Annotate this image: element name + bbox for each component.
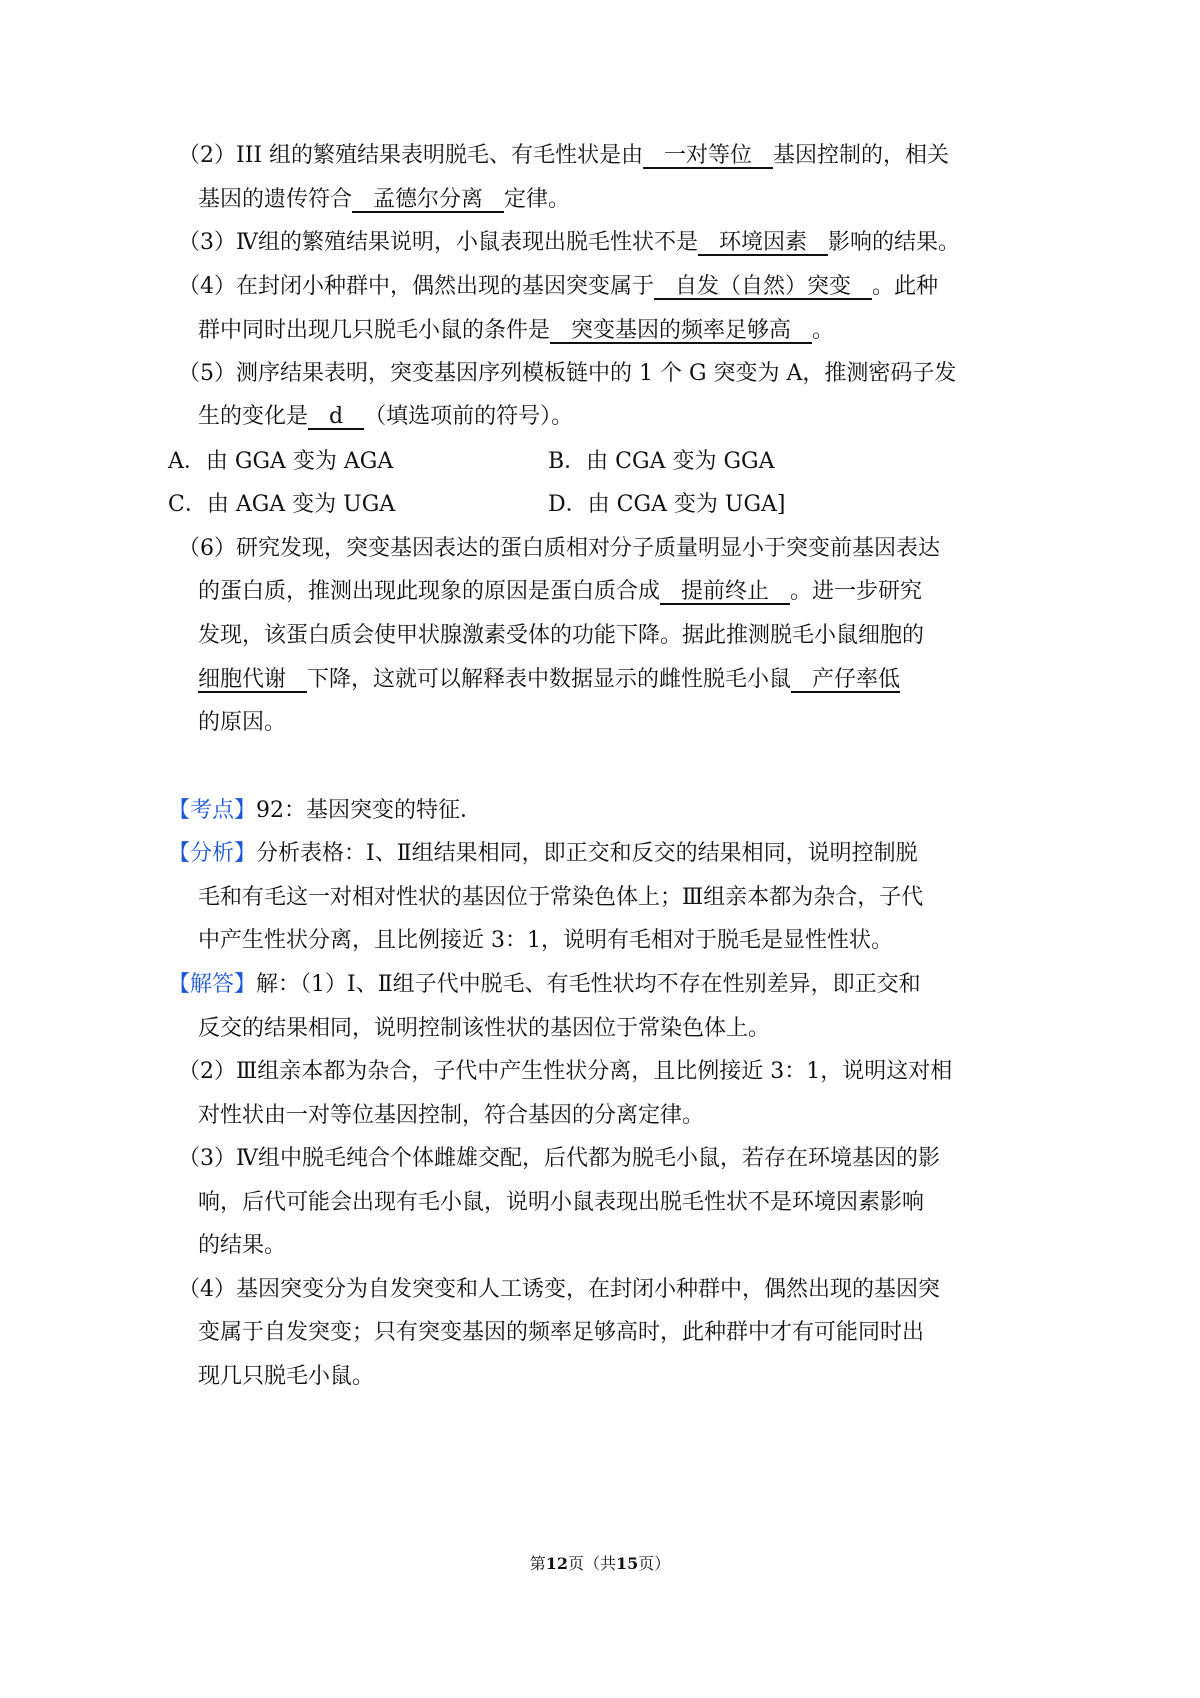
- answer-blank: 产仔率低: [791, 667, 900, 692]
- q6-line-5: 的原因。: [198, 710, 287, 735]
- fenxi-line-2: 毛和有毛这一对相对性状的基因位于常染色体上；Ⅲ组亲本都为杂合，子代: [198, 885, 924, 910]
- text: 基因的遗传符合: [198, 187, 353, 212]
- text: 影响的结果。: [827, 230, 960, 255]
- kaodian-line: [168, 795, 482, 827]
- text: 92：基因突变的特征．: [256, 798, 483, 823]
- fenxi-line-3: 中产生性状分离，且比例接近 3：1，说明有毛相对于脱毛是显性性状。: [198, 928, 893, 953]
- jieda-p4-line-3: 现几只脱毛小鼠。: [198, 1364, 375, 1389]
- jieda-p3-line-3: 的结果。: [198, 1233, 287, 1258]
- text: 基因控制的，相关: [773, 143, 950, 168]
- answer-blank: 提前终止: [660, 579, 790, 604]
- answer-blank: 自发（自然）突变: [654, 274, 872, 299]
- text: 生的变化是: [198, 404, 309, 429]
- text: （4）在封闭小种群中，偶然出现的基因突变属于: [178, 274, 654, 299]
- text: （2）III 组的繁殖结果表明脱毛、有毛性状是由: [178, 143, 644, 168]
- text: 解：（1）Ⅰ、Ⅱ组子代中脱毛、有毛性状均不存在性别差异，即正交和: [256, 972, 921, 997]
- jieda-p4-line-1: （4）基因突变分为自发突变和人工诱变，在封闭小种群中，偶然出现的基因突: [178, 1277, 940, 1302]
- text: 。: [811, 318, 834, 343]
- text: 页）: [638, 1554, 671, 1573]
- jieda-line-2: 反交的结果相同，说明控制该性状的基因位于常染色体上。: [198, 1016, 771, 1041]
- jieda-tag: 【解答】: [168, 972, 257, 997]
- text: 群中同时出现几只脱毛小鼠的条件是: [198, 318, 551, 343]
- jieda-p2-line-1: （2）Ⅲ组亲本都为杂合，子代中产生性状分离，且比例接近 3：1，说明这对相: [178, 1059, 953, 1084]
- jieda-line-1: [168, 969, 921, 1001]
- answer-blank: 细胞代谢: [198, 667, 307, 692]
- q6-line-4: [198, 664, 900, 696]
- page-footer: [0, 1552, 1200, 1576]
- text: 。进一步研究: [789, 579, 922, 604]
- kaodian-tag: 【考点】: [168, 798, 257, 823]
- text: 的蛋白质，推测出现此现象的原因是蛋白质合成: [198, 579, 661, 604]
- q6-line-3: 发现，该蛋白质会使甲状腺激素受体的功能下降。据此推测脱毛小鼠细胞的: [198, 623, 925, 648]
- q5-line-2: [198, 401, 573, 433]
- option-b: B．由 CGA 变为 GGA: [548, 449, 775, 474]
- q6-line-1: （6）研究发现，突变基因表达的蛋白质相对分子质量明显小于突变前基因表达: [178, 536, 940, 561]
- text: 第: [529, 1554, 546, 1573]
- jieda-p2-line-2: 对性状由一对等位基因控制，符合基因的分离定律。: [198, 1103, 705, 1128]
- text: 页（共: [567, 1554, 616, 1573]
- q2-line-1: [178, 140, 949, 172]
- answer-blank: 一对等位: [643, 143, 774, 168]
- option-d: D．由 CGA 变为 UGA]: [548, 492, 786, 517]
- answer-blank: 突变基因的频率足够高: [550, 318, 812, 343]
- fenxi-line-1: [168, 838, 918, 870]
- text: （填选项前的符号）。: [364, 404, 574, 429]
- text: 下降，这就可以解释表中数据显示的雌性脱毛小鼠: [306, 667, 791, 692]
- page-number: 12: [545, 1554, 568, 1573]
- answer-blank: d: [308, 404, 365, 429]
- text: 。此种: [871, 274, 938, 299]
- jieda-p4-line-2: 变属于自发突变；只有突变基因的频率足够高时，此种群中才有可能同时出: [198, 1320, 925, 1345]
- text: 分析表格：Ⅰ、Ⅱ组结果相同，即正交和反交的结果相同，说明控制脱: [256, 841, 918, 866]
- answer-blank: 环境因素: [697, 230, 828, 255]
- jieda-p3-line-1: （3）Ⅳ组中脱毛纯合个体雌雄交配，后代都为脱毛小鼠，若存在环境基因的影: [178, 1146, 940, 1171]
- text: （3）Ⅳ组的繁殖结果说明，小鼠表现出脱毛性状不是: [178, 230, 698, 255]
- answer-blank: 孟德尔分离: [352, 187, 504, 212]
- q4-line-2: [198, 315, 834, 347]
- jieda-p3-line-2: 响，后代可能会出现有毛小鼠，说明小鼠表现出脱毛性状不是环境因素影响: [198, 1190, 925, 1215]
- page-total: 15: [616, 1554, 639, 1573]
- q4-line-1: [178, 271, 938, 303]
- text: 定律。: [503, 187, 570, 212]
- q2-line-2: [198, 184, 570, 216]
- q6-line-2: [198, 576, 922, 608]
- option-c: C．由 AGA 变为 UGA: [168, 492, 396, 517]
- q3-line: [178, 227, 960, 259]
- option-a: A．由 GGA 变为 AGA: [168, 449, 394, 474]
- q5-line-1: （5）测序结果表明，突变基因序列模板链中的 1 个 G 突变为 A，推测密码子发: [178, 361, 957, 386]
- fenxi-tag: 【分析】: [168, 841, 257, 866]
